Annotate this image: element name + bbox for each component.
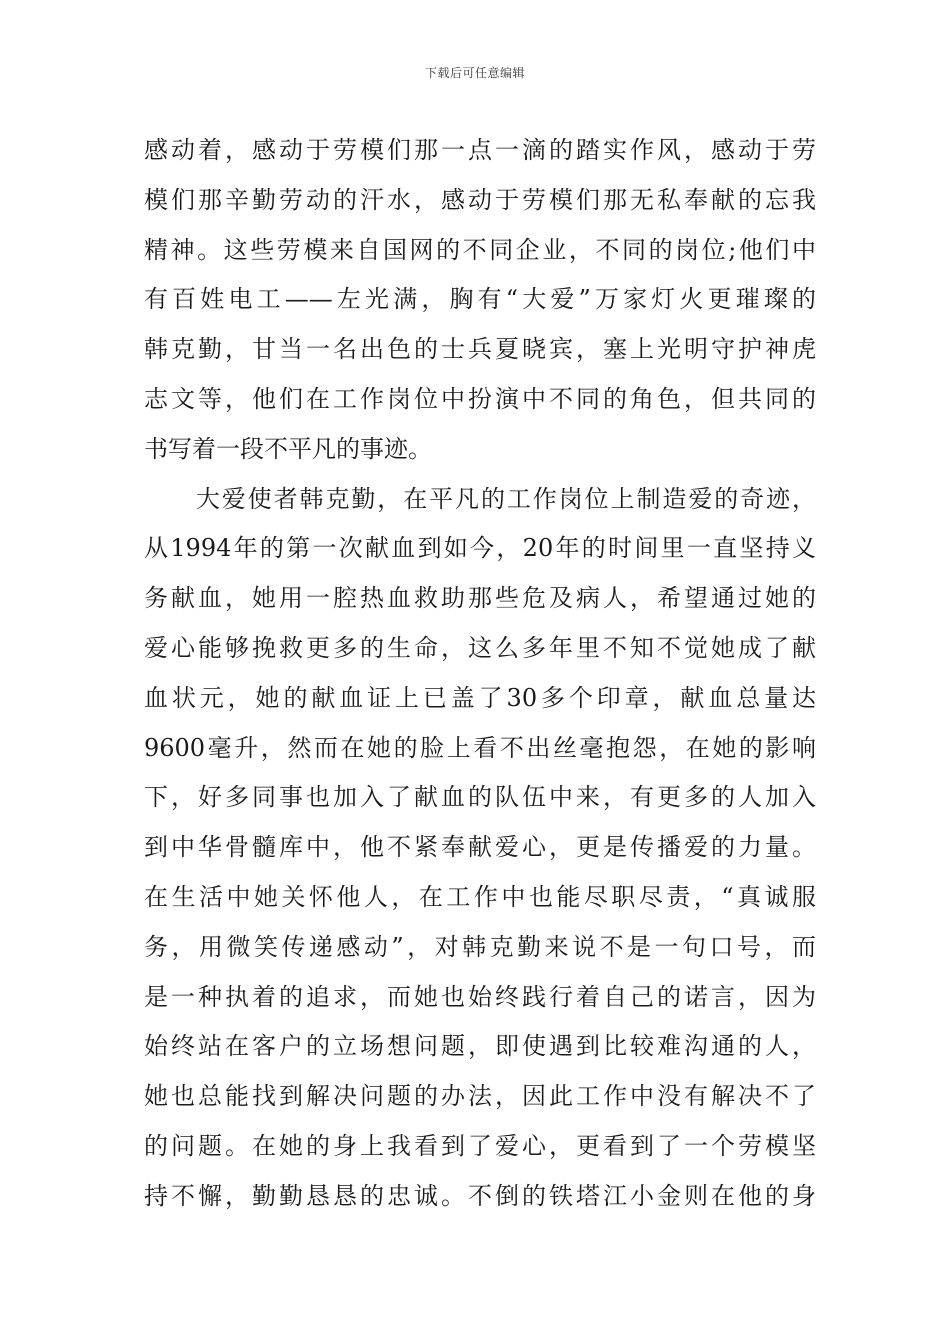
- text-line: 血状元，她的献血证上已盖了30多个印章，献血总量达: [144, 683, 816, 712]
- text-line: 从1994年的第一次献血到如今，20年的时间里一直坚持义: [144, 534, 816, 563]
- paragraph-1: [144, 126, 816, 475]
- text-line: 有百姓电工——左光满，胸有“大爱”万家灯火更璀璨的: [144, 285, 816, 314]
- document-body: [144, 126, 816, 1222]
- text-line: 模们那辛勤劳动的汗水，感动于劳模们那无私奉献的忘我: [144, 185, 816, 214]
- text-line: 感动着，感动于劳模们那一点一滴的踏实作风，感动于劳: [144, 136, 816, 164]
- text-line: 大爱使者韩克勤，在平凡的工作岗位上制造爱的奇迹，: [144, 484, 816, 513]
- text-line: 是一种执着的追求，而她也始终践行着自己的诺言，因为: [144, 982, 816, 1011]
- text-line: 下，好多同事也加入了献血的队伍中来，有更多的人加入: [144, 783, 816, 812]
- text-line: 务，用微笑传递感动”，对韩克勤来说不是一句口号，而: [144, 932, 816, 961]
- text-line: 爱心能够挽救更多的生命，这么多年里不知不觉她成了献: [144, 633, 816, 662]
- text-line: 到中华骨髓库中，他不紧奉献爱心，更是传播爱的力量。: [144, 833, 816, 862]
- paragraph-2: [144, 475, 816, 1222]
- text-line: 精神。这些劳模来自国网的不同企业，不同的岗位;他们中: [144, 235, 816, 264]
- text-line: 她也总能找到解决问题的办法，因此工作中没有解决不了: [144, 1082, 816, 1111]
- text-line: 书写着一段不平凡的事迹。: [144, 434, 432, 463]
- text-line: 的问题。在她的身上我看到了爱心，更看到了一个劳模坚: [144, 1131, 816, 1160]
- page-header: 下载后可任意编辑: [424, 66, 525, 80]
- text-line: 9600毫升，然而在她的脸上看不出丝毫抱怨，在她的影响: [144, 733, 816, 762]
- text-line: 务献血，她用一腔热血救助那些危及病人，希望通过她的: [144, 584, 816, 613]
- text-line: 志文等，他们在工作岗位中扮演中不同的角色，但共同的: [144, 384, 816, 413]
- text-line: 在生活中她关怀他人，在工作中也能尽职尽责，“真诚服: [144, 882, 816, 911]
- text-line: 韩克勤，甘当一名出色的士兵夏晓宾，塞上光明守护神虎: [144, 335, 816, 364]
- text-line: 持不懈，勤勤恳恳的忠诚。不倒的铁塔江小金则在他的身: [144, 1181, 816, 1210]
- text-line: 始终站在客户的立场想问题，即使遇到比较难沟通的人，: [144, 1032, 816, 1061]
